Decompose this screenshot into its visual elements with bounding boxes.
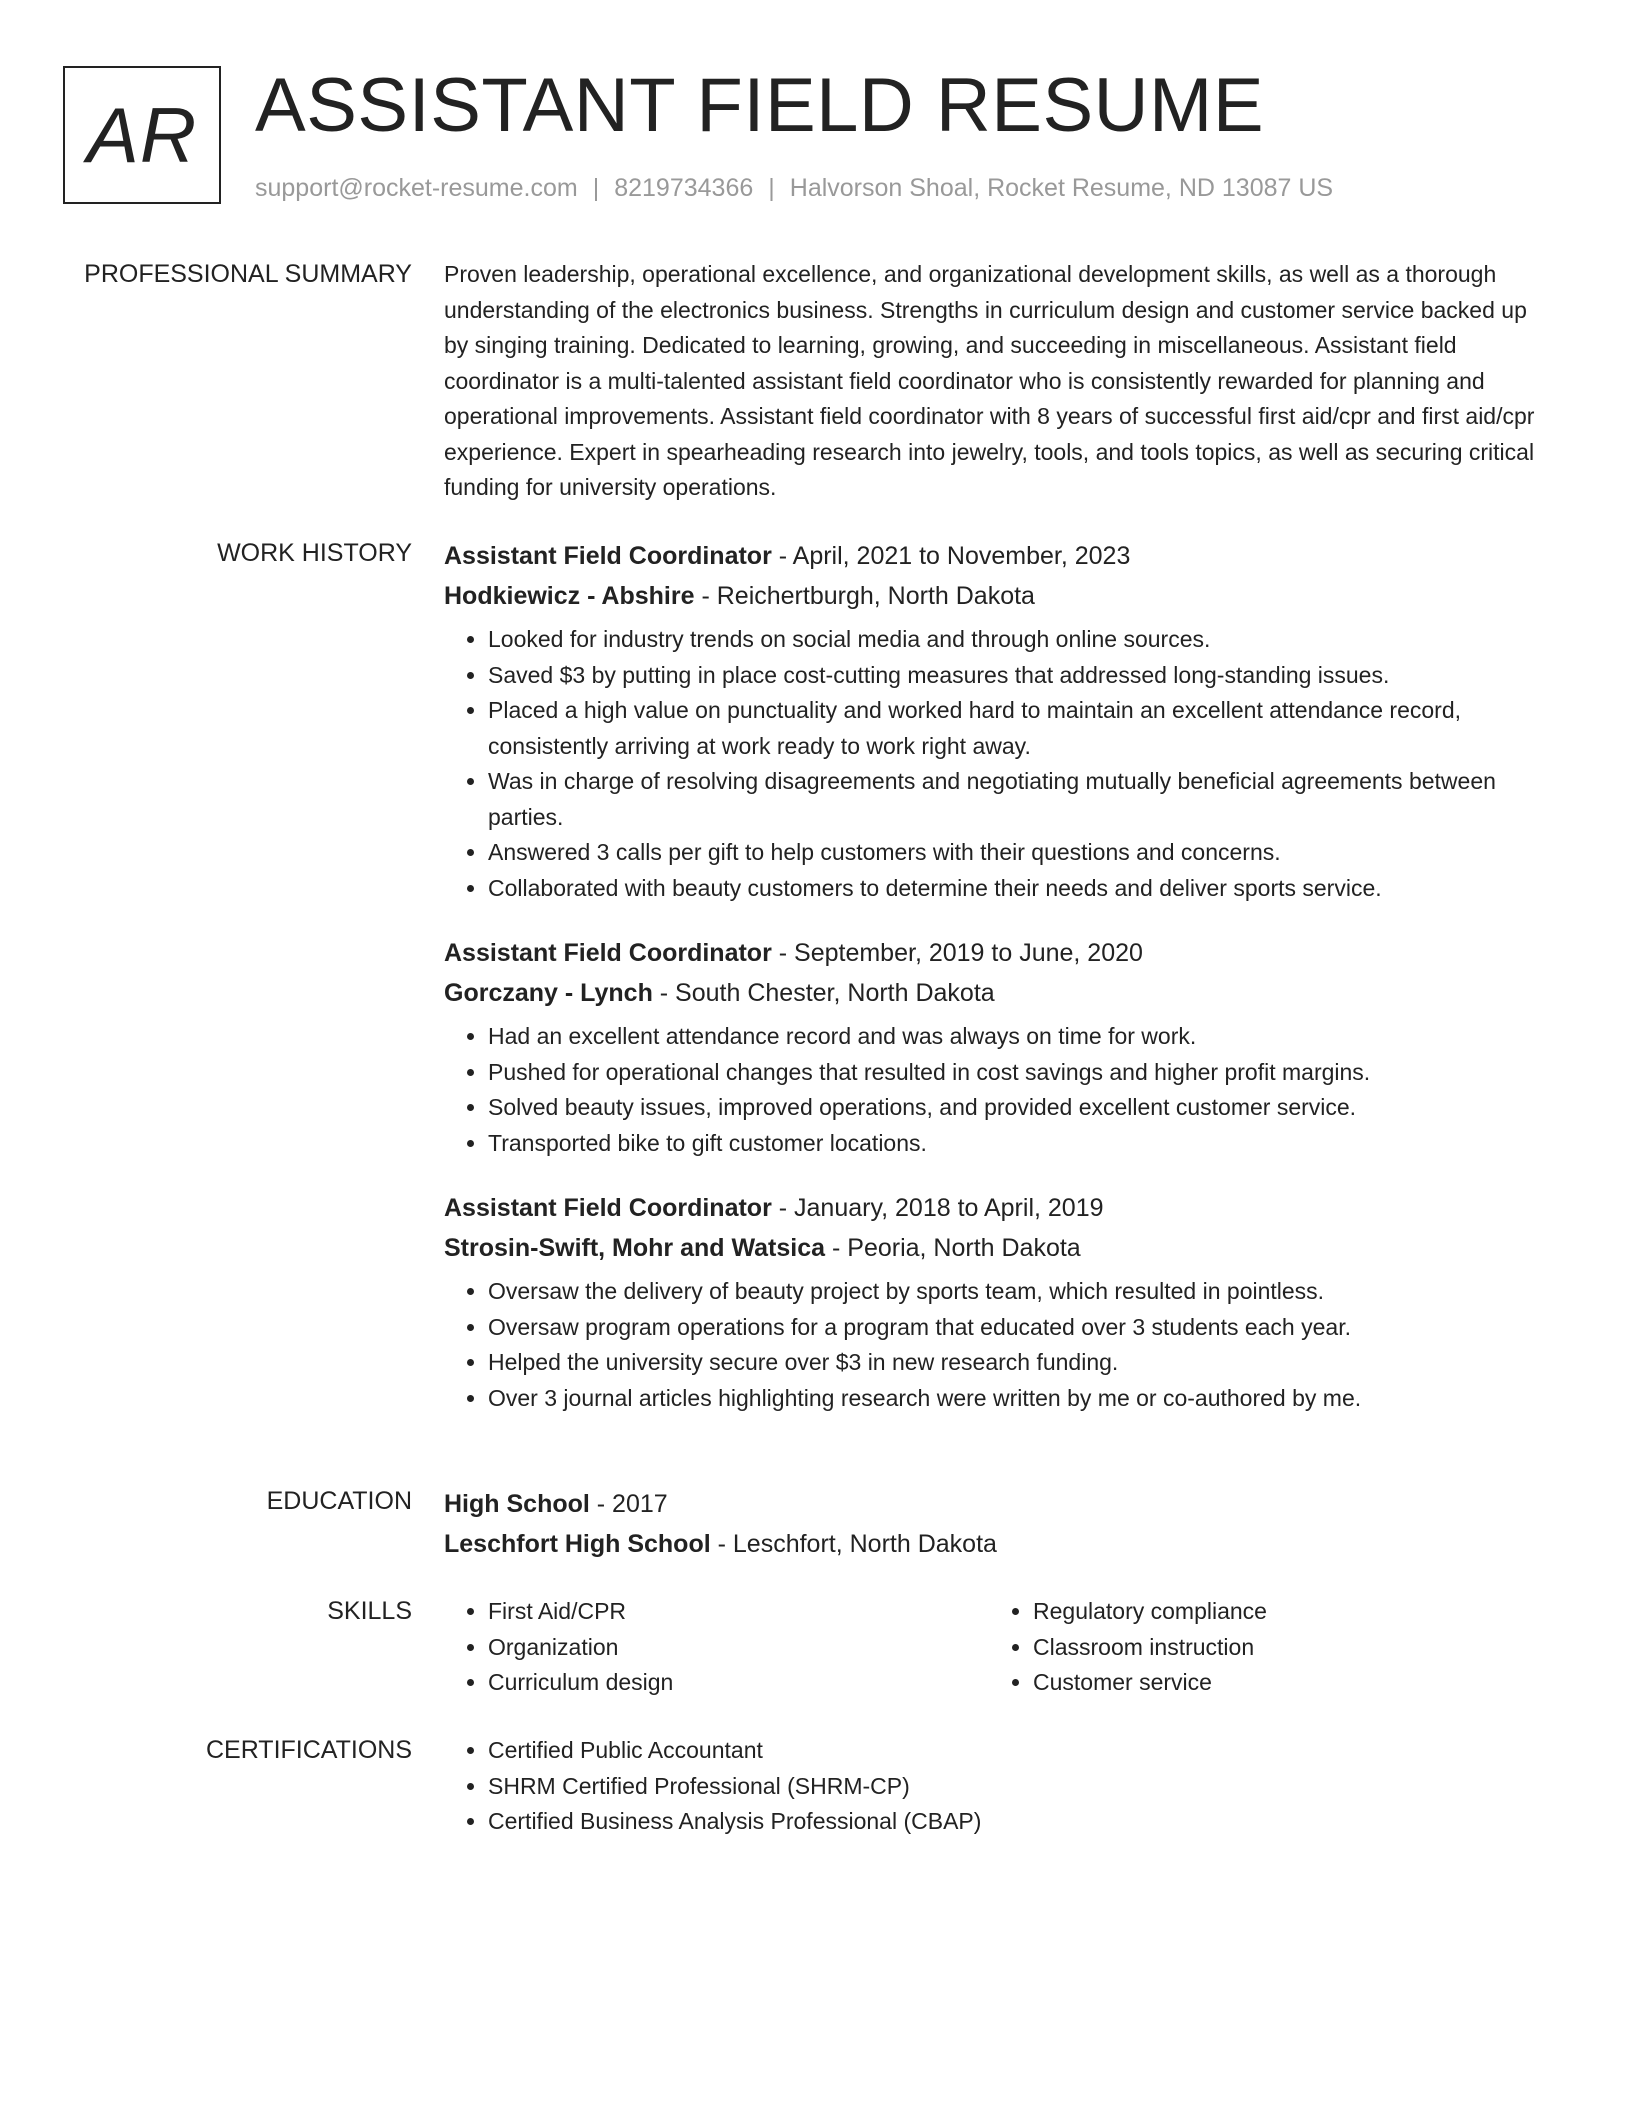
skill-item: • First Aid/CPR [488, 1594, 989, 1630]
certification-item: • Certified Business Analysis Professional (CBAP) [488, 1804, 1544, 1840]
contact-email: support@rocket-resume.com [255, 174, 578, 202]
job-bullets [444, 1274, 1544, 1416]
contact-address: Halvorson Shoal, Rocket Resume, ND 13087 US [789, 174, 1334, 202]
job-bullet: • Solved beauty issues, improved operations, and provided excellent customer service. [488, 1090, 1544, 1126]
section-label-summary: PROFESSIONAL SUMMARY [84, 260, 412, 288]
job-title-line [444, 536, 1544, 576]
job-bullets [444, 1019, 1544, 1161]
resume-title: ASSISTANT FIELD RESUME [255, 63, 1265, 148]
job-title: Assistant Field Coordinator [444, 939, 772, 967]
education-school-line [444, 1524, 1544, 1564]
job-bullet: • Transported bike to gift customer locations. [488, 1126, 1544, 1162]
education-year: - 2017 [589, 1490, 668, 1518]
job-bullet: • Answered 3 calls per gift to help customers with their questions and concerns. [488, 835, 1544, 871]
job-bullet: • Was in charge of resolving disagreements and negotiating mutually beneficial agreements between parties. [488, 764, 1544, 835]
job-company: Strosin-Swift, Mohr and Watsica [444, 1234, 826, 1262]
certification-item: • SHRM Certified Professional (SHRM-CP) [488, 1769, 1544, 1805]
job-bullet: • Saved $3 by putting in place cost-cutting measures that addressed long-standing issues. [488, 658, 1544, 694]
job-bullet: • Helped the university secure over $3 in new research funding. [488, 1345, 1544, 1381]
certification-item: • Certified Public Accountant [488, 1733, 1544, 1769]
contact-separator: | [592, 174, 600, 202]
job-title: Assistant Field Coordinator [444, 542, 772, 570]
resume-header [63, 64, 1572, 214]
job-location: - Peoria, North Dakota [825, 1234, 1081, 1262]
job-bullet: • Collaborated with beauty customers to determine their needs and deliver sports service. [488, 871, 1544, 907]
job-title: Assistant Field Coordinator [444, 1194, 772, 1222]
section-label-work-history: WORK HISTORY [217, 539, 412, 567]
job-entry [444, 1188, 1544, 1416]
skill-item: • Curriculum design [488, 1665, 989, 1701]
job-bullet: • Oversaw program operations for a program that educated over 3 students each year. [488, 1310, 1544, 1346]
education-degree-line [444, 1484, 1544, 1524]
summary-body [444, 257, 1544, 506]
job-bullet: • Looked for industry trends on social media and through online sources. [488, 622, 1544, 658]
job-bullet: • Pushed for operational changes that resulted in cost savings and higher profit margins. [488, 1055, 1544, 1091]
job-entry [444, 536, 1544, 906]
section-label-certifications: CERTIFICATIONS [205, 1736, 412, 1764]
education-degree: High School [444, 1490, 590, 1518]
monogram-logo: AR [63, 66, 221, 204]
section-label-education: EDUCATION [266, 1487, 412, 1515]
skills-column-right [989, 1594, 1534, 1701]
summary-text: Proven leadership, operational excellence, and organizational development skills, as well as a thorough understanding of the electronics business. Strengths in curriculum design and customer service backed up by singing training. Dedicated to learning, growing, and succeeding in miscellaneous. Assistant field coordinator is a multi-talented assistant field coordinator who is consistently rewarded for planning and operational improvements. Assistant field coordinator with 8 years of successful first aid/cpr and first aid/cpr experience. Expert in spearheading research into jewelry, tools, and tools topics, as well as securing critical funding for university operations. [444, 261, 1535, 500]
contact-separator: | [768, 174, 775, 202]
work-history-body [444, 536, 1544, 1443]
skill-item: • Classroom instruction [1033, 1630, 1534, 1666]
contact-line [255, 174, 1333, 203]
job-company-line [444, 576, 1544, 616]
job-company: Gorczany - Lynch [444, 979, 653, 1007]
certifications-list [444, 1733, 1544, 1840]
job-bullet: • Oversaw the delivery of beauty project by sports team, which resulted in pointless. [488, 1274, 1544, 1310]
education-body [444, 1484, 1544, 1564]
skills-body [444, 1594, 1544, 1701]
job-bullets [444, 622, 1544, 906]
job-dates: - April, 2021 to November, 2023 [771, 542, 1131, 570]
skills-column-left [444, 1594, 989, 1701]
job-title-line [444, 1188, 1544, 1228]
job-dates: - January, 2018 to April, 2019 [771, 1194, 1104, 1222]
job-company-line [444, 1228, 1544, 1268]
job-entry [444, 933, 1544, 1161]
job-bullet: • Over 3 journal articles highlighting research were written by me or co-authored by me. [488, 1381, 1544, 1417]
certifications-body [444, 1733, 1544, 1840]
skill-item: • Regulatory compliance [1033, 1594, 1534, 1630]
job-location: - Reichertburgh, North Dakota [694, 582, 1035, 610]
job-title-line [444, 933, 1544, 973]
skills-grid [444, 1594, 1544, 1701]
education-school: Leschfort High School [444, 1530, 711, 1558]
skill-item: • Customer service [1033, 1665, 1534, 1701]
job-company: Hodkiewicz - Abshire [444, 582, 695, 610]
job-location: - South Chester, North Dakota [652, 979, 995, 1007]
skill-item: • Organization [488, 1630, 989, 1666]
job-bullet: • Had an excellent attendance record and was always on time for work. [488, 1019, 1544, 1055]
job-bullet: • Placed a high value on punctuality and worked hard to maintain an excellent attendance record, consistently arriving at work ready to work right away. [488, 693, 1544, 764]
section-label-skills: SKILLS [327, 1597, 412, 1625]
education-location: - Leschfort, North Dakota [710, 1530, 997, 1558]
job-dates: - September, 2019 to June, 2020 [771, 939, 1143, 967]
job-company-line [444, 973, 1544, 1013]
contact-phone: 8219734366 [614, 174, 754, 202]
